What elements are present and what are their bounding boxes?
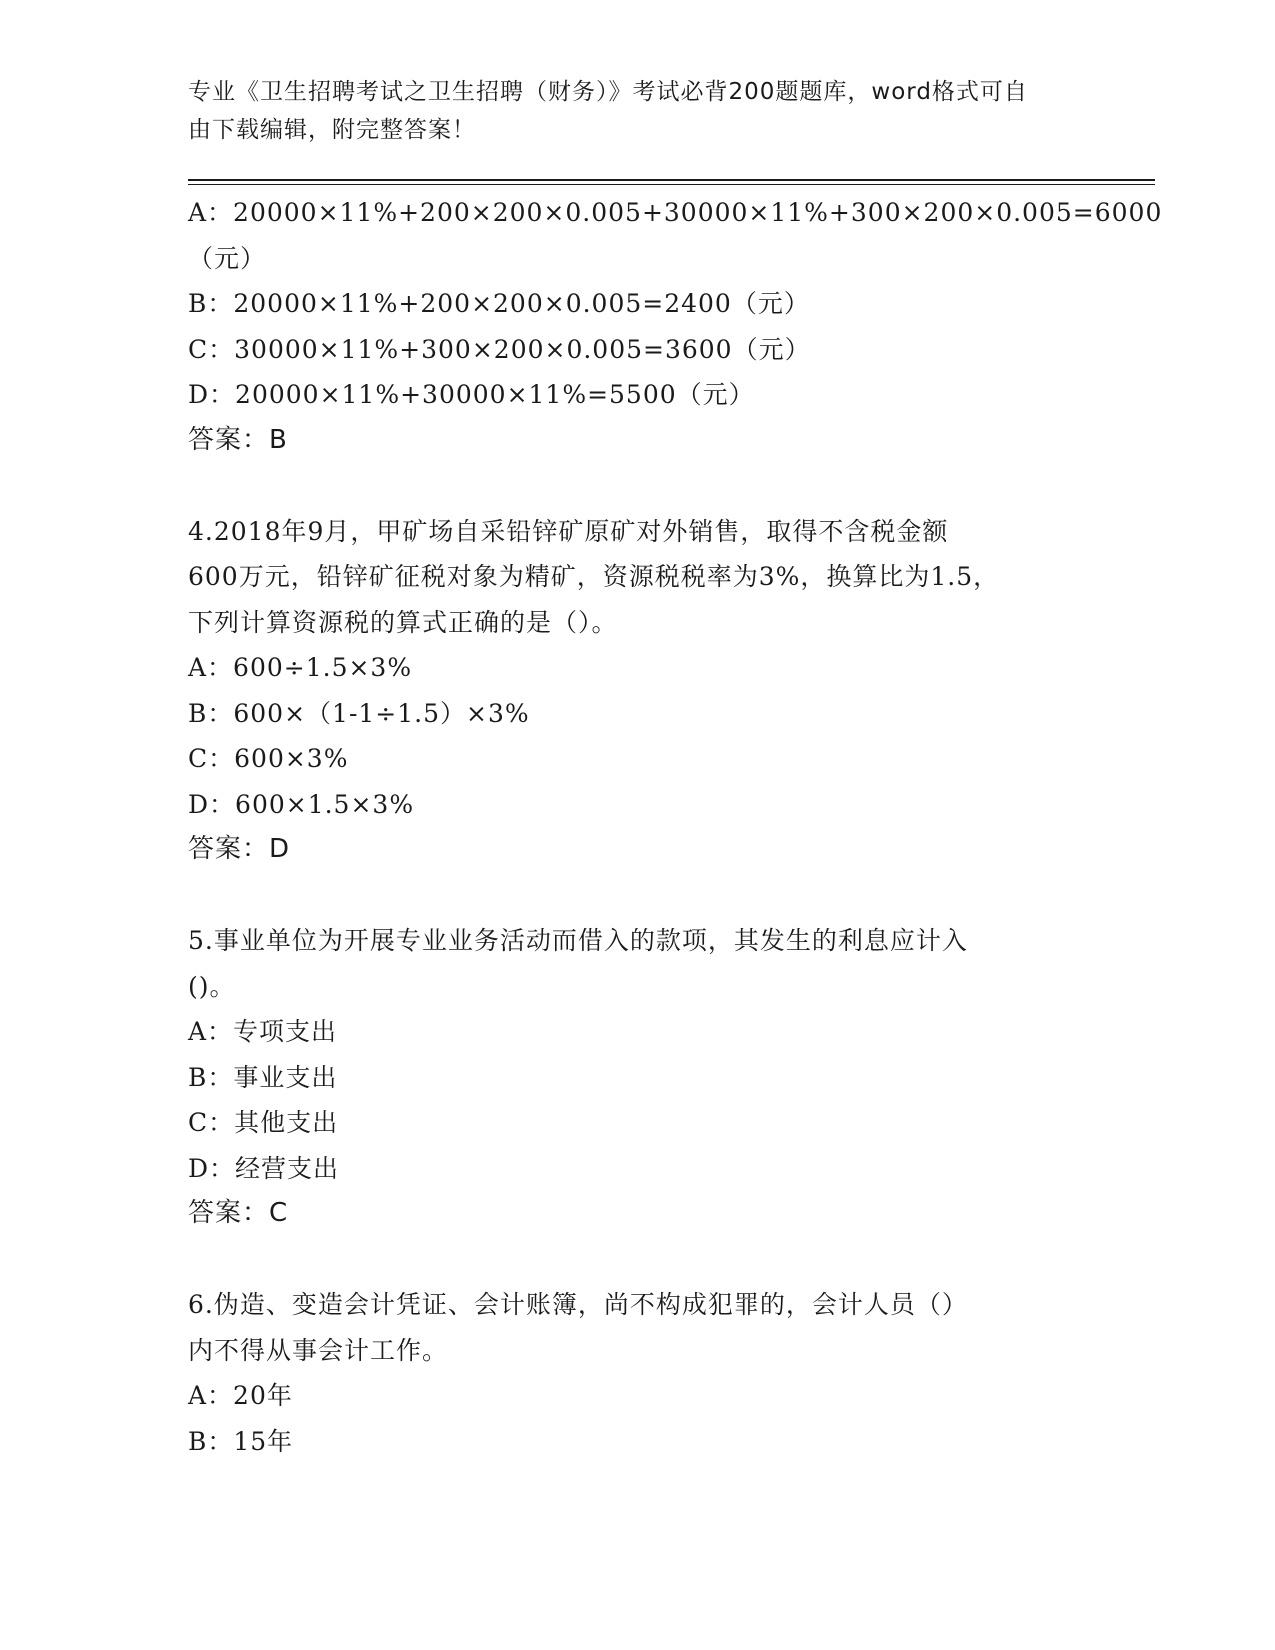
- question-stem-line-1: 6.伪造、变造会计凭证、会计账簿，尚不构成犯罪的，会计人员（）: [188, 1290, 968, 1319]
- spacer: [188, 873, 1088, 919]
- header-divider-thick: [188, 179, 1155, 181]
- question-6: [188, 1282, 1088, 1464]
- option-b: B：15年: [188, 1426, 294, 1456]
- answer: 答案：B: [188, 424, 288, 455]
- header-title-line-2: 由下载编辑，附完整答案！: [188, 117, 476, 143]
- question-stem-line-2: 内不得从事会计工作。: [188, 1335, 449, 1365]
- option-d: D：经营支出: [188, 1153, 340, 1183]
- header-divider-thin: [188, 184, 1155, 185]
- question-stem-line-1: 5.事业单位为开展专业业务活动而借入的款项，其发生的利息应计入: [188, 926, 968, 955]
- question-stem-line-2: ()。: [188, 971, 236, 1001]
- option-b: B：20000×11%+200×200×0.005=2400（元）: [188, 289, 810, 318]
- question-stem-line-3: 下列计算资源税的算式正确的是（）。: [188, 607, 618, 637]
- option-b: B：事业支出: [188, 1062, 338, 1092]
- question-stem-line-1: 4.2018年9月，甲矿场自采铅锌矿原矿对外销售，取得不含税金额: [188, 516, 949, 546]
- option-d: D：20000×11%+30000×11%=5500（元）: [188, 380, 755, 409]
- question-stem-line-2: 600万元，铅锌矿征税对象为精矿，资源税税率为3%，换算比为1.5，: [188, 562, 1000, 591]
- question-5: [188, 918, 1088, 1237]
- option-c: C：600×3%: [188, 744, 349, 773]
- question-4: [188, 509, 1088, 873]
- document-header: [188, 73, 1088, 149]
- spacer: [188, 463, 1088, 509]
- answer: 答案：C: [188, 1198, 289, 1228]
- option-c: C：30000×11%+300×200×0.005=3600（元）: [188, 334, 811, 364]
- option-a: A：20年: [188, 1381, 293, 1410]
- option-b: B：600×（1-1÷1.5）×3%: [188, 698, 530, 728]
- spacer: [188, 1237, 1088, 1283]
- header-title-line-1: 专业《卫生招聘考试之卫生招聘（财务）》考试必背200题题库，word格式可自: [188, 79, 1028, 105]
- question-3: [188, 190, 1163, 463]
- option-a: A：600÷1.5×3%: [188, 653, 413, 682]
- option-a-line-2: （元）: [188, 243, 267, 273]
- option-a-line-1: A：20000×11%+200×200×0.005+30000×11%+300×200×0.005=6000: [188, 198, 1163, 227]
- question-content: [188, 190, 1163, 1464]
- option-a: A：专项支出: [188, 1017, 338, 1046]
- option-c: C：其他支出: [188, 1108, 339, 1137]
- answer: 答案：D: [188, 834, 291, 864]
- option-d: D：600×1.5×3%: [188, 789, 415, 819]
